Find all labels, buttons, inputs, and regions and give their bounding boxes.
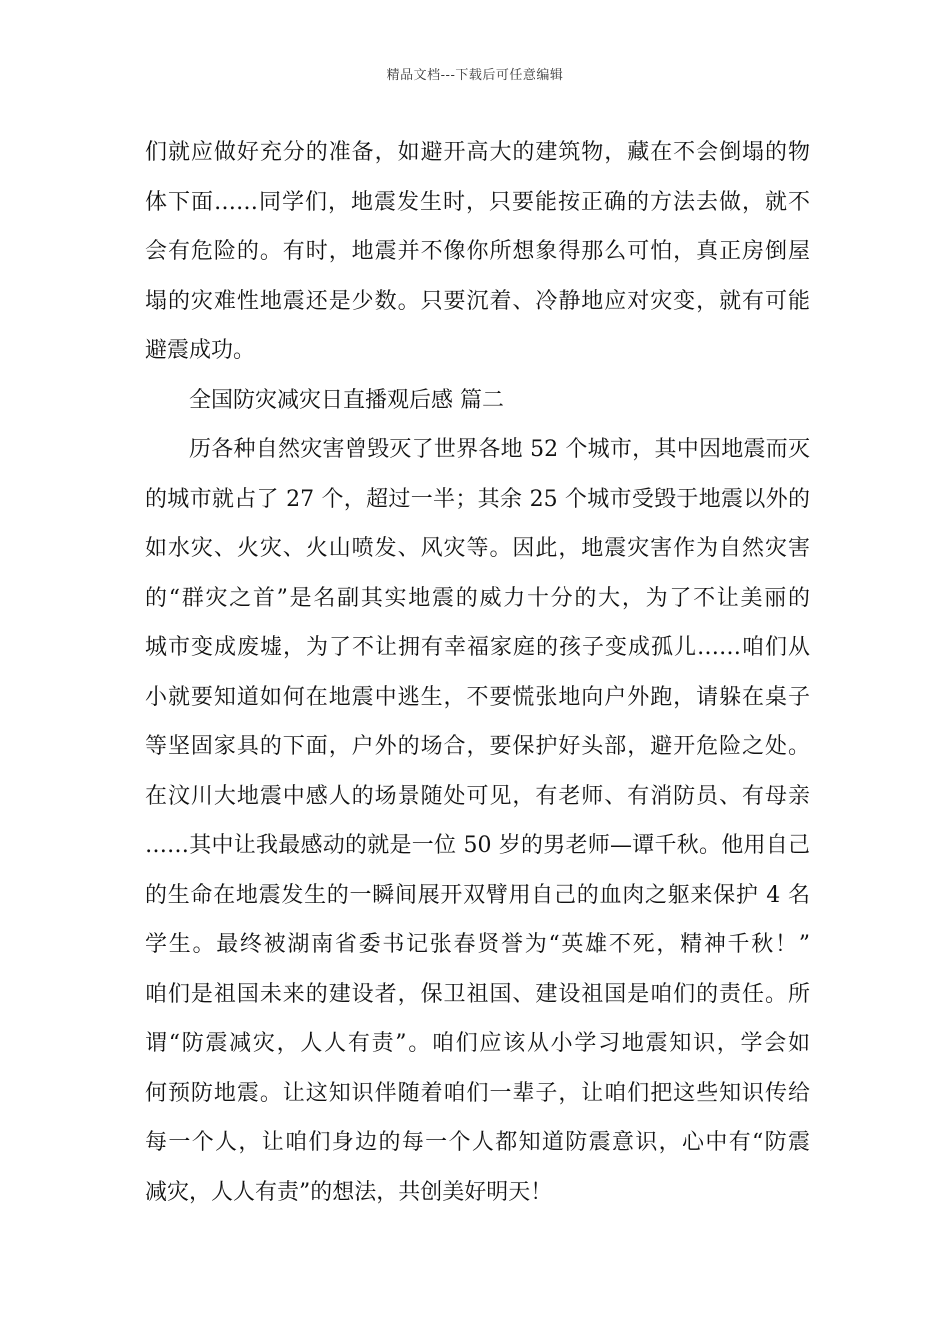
text-line: 的城市就占了 27 个，超过一半；其余 25 个城市受毁于地震以外的 bbox=[145, 486, 810, 512]
text-line: 谓“防震减灾，人人有责”。咱们应该从小学习地震知识，学会如 bbox=[145, 1031, 810, 1056]
text-line: 塌的灾难性地震还是少数。只要沉着、冷静地应对灾变，就有可能 bbox=[145, 288, 810, 314]
text-line: 避震成功。 bbox=[145, 338, 256, 363]
text-line: 学生。最终被湖南省委书记张春贤誉为“英雄不死，精神千秋！” bbox=[145, 932, 810, 957]
body-text bbox=[145, 128, 810, 1217]
page-header: 精品文档---下载后可任意编辑 bbox=[386, 68, 564, 83]
section-heading: 全国防灾减灾日直播观后感 篇二 bbox=[189, 387, 504, 413]
text-line: 历各种自然灾害曾毁灭了世界各地 52 个城市，其中因地震而灭 bbox=[189, 437, 810, 462]
text-line: 体下面……同学们，地震发生时，只要能按正确的方法去做，就不 bbox=[145, 189, 810, 215]
text-line: 会有危险的。有时，地震并不像你所想象得那么可怕，真正房倒屋 bbox=[145, 239, 810, 264]
text-line: 的生命在地震发生的一瞬间展开双臂用自己的血肉之躯来保护 4 名 bbox=[145, 882, 810, 908]
text-line: 小就要知道如何在地震中逃生，不要慌张地向户外跑，请躲在桌子 bbox=[145, 684, 810, 710]
text-line: 等坚固家具的下面，户外的场合，要保护好头部，避开危险之处。 bbox=[145, 734, 810, 759]
text-line: 何预防地震。让这知识伴随着咱们一辈子，让咱们把这些知识传给 bbox=[145, 1080, 810, 1106]
text-line: 们就应做好充分的准备，如避开高大的建筑物，藏在不会倒塌的物 bbox=[145, 140, 810, 165]
text-line: 的“群灾之首”是名副其实地震的威力十分的大，为了不让美丽的 bbox=[145, 585, 810, 611]
text-line: 在汶川大地震中感人的场景随处可见，有老师、有消防员、有母亲 bbox=[145, 783, 810, 809]
text-line: 咱们是祖国未来的建设者，保卫祖国、建设祖国是咱们的责任。所 bbox=[145, 981, 810, 1007]
text-line: 减灾，人人有责”的想法，共创美好明天！ bbox=[145, 1179, 553, 1205]
text-line: 城市变成废墟，为了不让拥有幸福家庭的孩子变成孤儿……咱们从 bbox=[145, 635, 810, 660]
text-line: 每一个人，让咱们身边的每一个人都知道防震意识，心中有“防震 bbox=[145, 1130, 810, 1155]
text-line: ……其中让我最感动的就是一位 50 岁的男老师—谭千秋。他用自己 bbox=[145, 833, 810, 858]
text-line: 如水灾、火灾、火山喷发、风灾等。因此，地震灾害作为自然灾害 bbox=[145, 536, 810, 561]
